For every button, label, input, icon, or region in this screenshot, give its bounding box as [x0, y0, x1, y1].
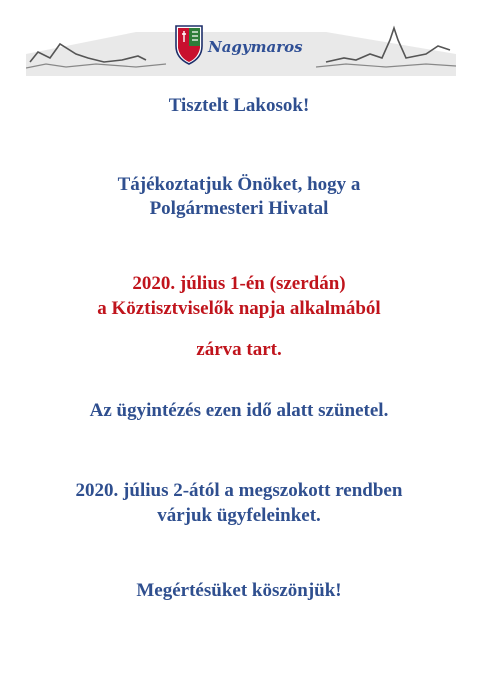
logo-text: Nagymaros	[208, 38, 303, 56]
closure-reason: a Köztisztviselők napja alkalmából	[97, 298, 381, 319]
resume-line-1: 2020. július 2-ától a megszokott rendben	[75, 480, 403, 501]
skyline-banner	[26, 14, 456, 76]
greeting: Tisztelt Lakosok!	[168, 95, 310, 116]
intro-line-1: Tájékoztatjuk Önöket, hogy a	[117, 174, 361, 195]
closure-status: zárva tart.	[196, 339, 282, 360]
suspension-notice: Az ügyintézés ezen idő alatt szünetel.	[89, 400, 389, 421]
header-banner	[26, 14, 456, 76]
closure-date: 2020. július 1-én (szerdán)	[132, 273, 346, 294]
coat-of-arms-icon	[176, 26, 202, 64]
resume-line-2: várjuk ügyfeleinket.	[157, 505, 321, 526]
thanks: Megértésüket köszönjük!	[136, 580, 342, 601]
intro-line-2: Polgármesteri Hivatal	[149, 198, 329, 219]
